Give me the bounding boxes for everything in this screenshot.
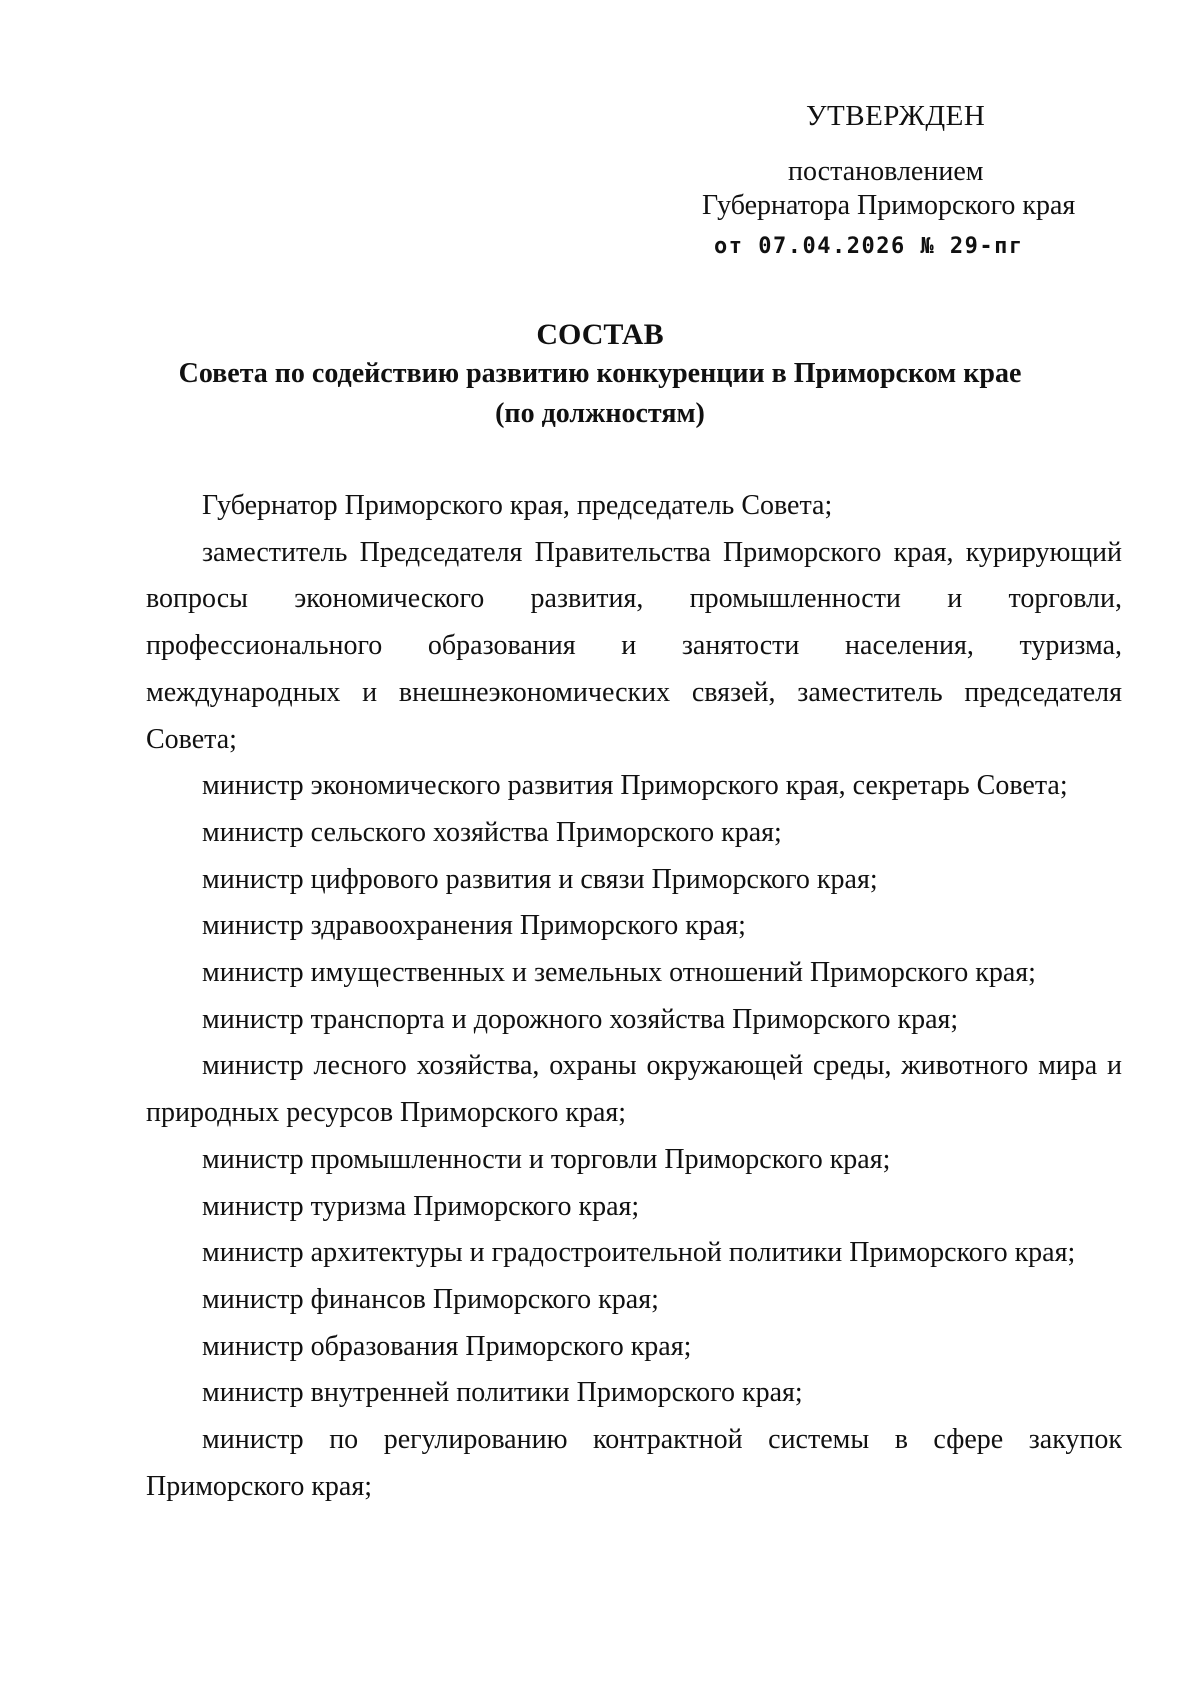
member-item: Губернатор Приморского края, председатель Совета; bbox=[202, 490, 833, 521]
approval-issuer: Губернатора Приморского края bbox=[702, 190, 1076, 221]
member-item: министр внутренней политики Приморского края; bbox=[202, 1377, 803, 1409]
approval-decree-label: постановлением bbox=[788, 156, 984, 187]
member-item: министр туризма Приморского края; bbox=[202, 1190, 640, 1222]
member-item: министр имущественных и земельных отношений Приморского края; bbox=[202, 957, 1036, 989]
member-item: министр транспорта и дорожного хозяйства Приморского края; bbox=[202, 1003, 959, 1035]
member-item: министр по регулированию контрактной системы в сфере закупок Приморского края; bbox=[146, 1424, 1122, 1502]
member-item: министр экономического развития Приморского края, секретарь Совета; bbox=[202, 770, 1068, 802]
document-subtitle-note: (по должностям) bbox=[495, 398, 705, 429]
member-item: министр цифрового развития и связи Приморского края; bbox=[202, 863, 878, 895]
member-item: министр здравоохранения Приморского края; bbox=[202, 910, 746, 942]
member-item: министр лесного хозяйства, охраны окружающей среды, животного мира и природных ресурсов Приморского края; bbox=[146, 1050, 1122, 1129]
member-item: министр архитектуры и градостроительной политики Приморского края; bbox=[202, 1237, 1076, 1269]
members-list bbox=[146, 483, 1122, 1510]
member-item: министр промышленности и торговли Приморского края; bbox=[202, 1143, 891, 1175]
document-title: СОСТАВ bbox=[536, 318, 664, 351]
member-item: министр образования Приморского края; bbox=[202, 1330, 692, 1362]
document-subtitle: Совета по содействию развитию конкуренции в Приморском крае bbox=[178, 358, 1022, 389]
member-item: заместитель Председателя Правительства Приморского края, курирующий вопросы экономического развития, промышленности и торговли, профессионального образования и занятости населения, туризма, международных и внешнеэкономических связей, заместитель председателя Совета; bbox=[146, 536, 1122, 755]
member-item: министр финансов Приморского края; bbox=[202, 1283, 659, 1315]
approval-date-number: от 07.04.2026 № 29-пг bbox=[714, 234, 1024, 259]
member-item: министр сельского хозяйства Приморского края; bbox=[202, 816, 782, 848]
approval-stamp-title: УТВЕРЖДЕН bbox=[806, 100, 986, 132]
